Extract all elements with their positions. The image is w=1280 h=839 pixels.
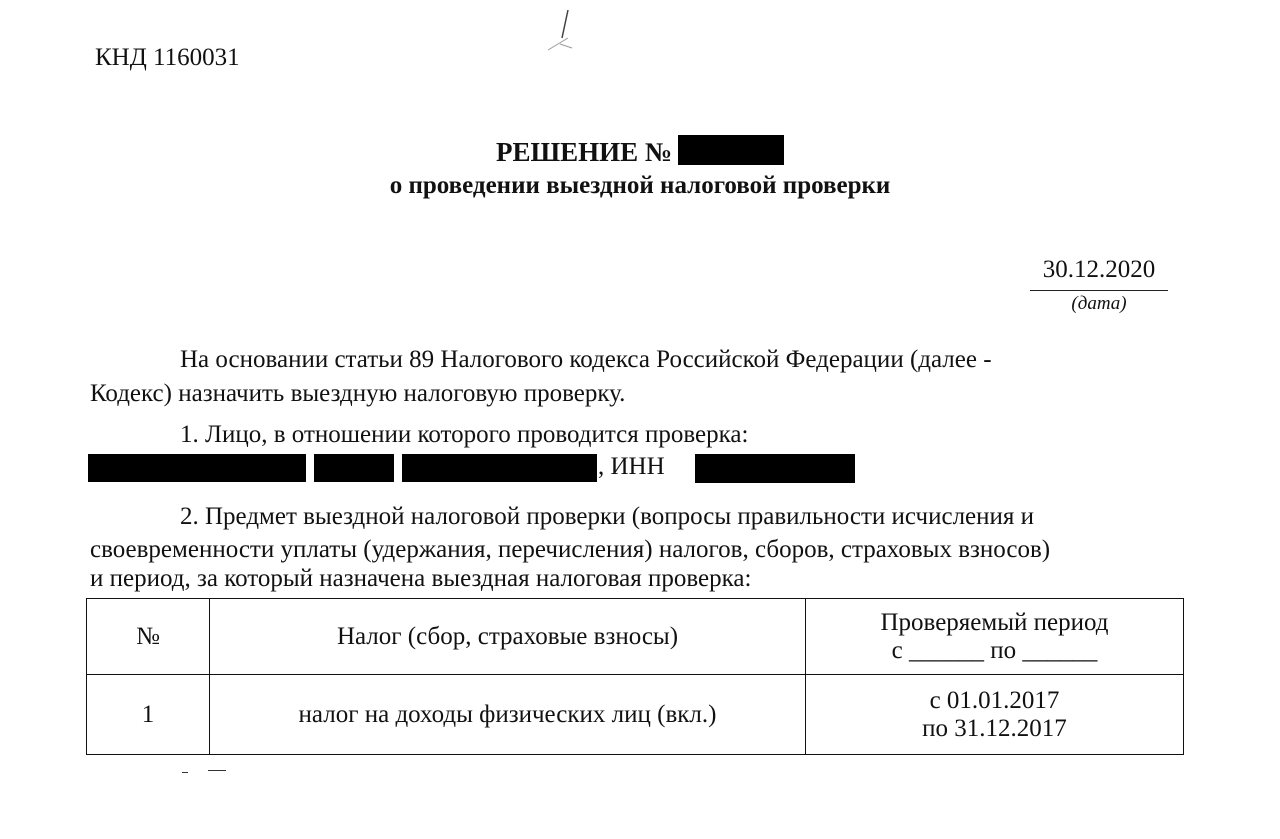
tax-table <box>86 598 1184 755</box>
stray-dash-1 <box>182 772 188 773</box>
item2-line1: 2. Предмет выездной налоговой проверки (вопросы правильности исчисления и <box>180 503 1035 530</box>
row-number: 1 <box>87 675 210 755</box>
inn-label: , ИНН <box>598 453 665 480</box>
paragraph-basis-line1: На основании статьи 89 Налогового кодекса Российской Федерации (далее - <box>180 346 992 373</box>
header-tax: Налог (сбор, страховые взносы) <box>210 599 806 675</box>
redacted-name-part1 <box>88 454 306 482</box>
date-underline <box>1030 290 1168 291</box>
header-period-line1: Проверяемый период <box>880 608 1109 636</box>
table-row <box>87 675 1184 755</box>
item2-line3: и период, за который назначена выездная налоговая проверка: <box>90 565 752 592</box>
header-period-line2: с ______ по ______ <box>891 636 1098 664</box>
form-code: КНД 1160031 <box>95 44 240 71</box>
pen-mark <box>540 8 600 58</box>
redacted-decision-number <box>678 135 784 165</box>
row-period-to: по 31.12.2017 <box>922 714 1067 742</box>
redacted-inn <box>695 454 855 483</box>
header-period <box>806 599 1184 675</box>
decision-title-text: РЕШЕНИЕ № <box>495 137 673 167</box>
row-tax: налог на доходы физических лиц (вкл.) <box>210 675 806 755</box>
paragraph-basis-line2: Кодекс) назначить выездную налоговую проверку. <box>90 380 626 407</box>
row-period-from: с 01.01.2017 <box>929 686 1060 714</box>
stray-dash-2 <box>208 770 226 771</box>
row-period <box>806 675 1184 755</box>
item1-text: 1. Лицо, в отношении которого проводится проверка: <box>180 421 749 448</box>
table-header-row <box>87 599 1184 675</box>
decision-subtitle: о проведении выездной налоговой проверки <box>389 172 891 199</box>
redacted-name-part3 <box>402 454 597 482</box>
redacted-name-part2 <box>314 454 394 482</box>
date-caption: (дата) <box>1071 293 1127 314</box>
item2-line2: своевременности уплаты (удержания, перечисления) налогов, сборов, страховых взносов) <box>90 536 1051 563</box>
decision-title <box>0 135 1280 168</box>
header-number: № <box>87 599 210 675</box>
decision-date: 30.12.2020 <box>1042 256 1156 283</box>
